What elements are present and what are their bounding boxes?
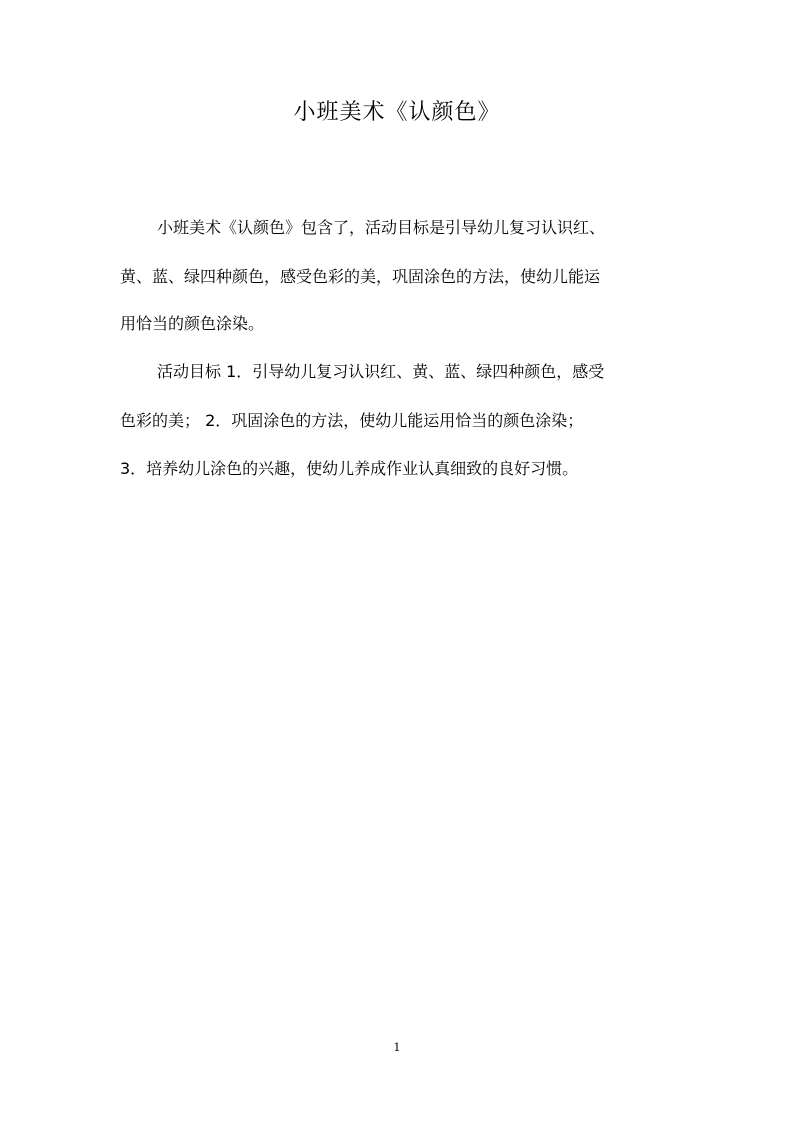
paragraph-1-line-2: 黄、蓝、绿四种颜色，感受色彩的美，巩固涂色的方法，使幼儿能运: [120, 267, 601, 286]
paragraph-1-line-1: 小班美术《认颜色》包含了，活动目标是引导幼儿复习认识红、: [157, 218, 606, 237]
paragraph-2-line-2: 色彩的美； 2．巩固涂色的方法，使幼儿能运用恰当的颜色涂染；: [120, 411, 584, 430]
paragraph-1-line-3: 用恰当的颜色涂染。: [120, 314, 265, 333]
paragraph-2-line-3: 3．培养幼儿涂色的兴趣，使幼儿养成作业认真细致的良好习惯。: [120, 459, 579, 478]
paragraph-2-line-1: 活动目标 1．引导幼儿复习认识红、黄、蓝、绿四种颜色，感受: [157, 362, 605, 381]
page-number: 1: [393, 1041, 401, 1054]
document-title: 小班美术《认颜色》: [293, 100, 501, 125]
